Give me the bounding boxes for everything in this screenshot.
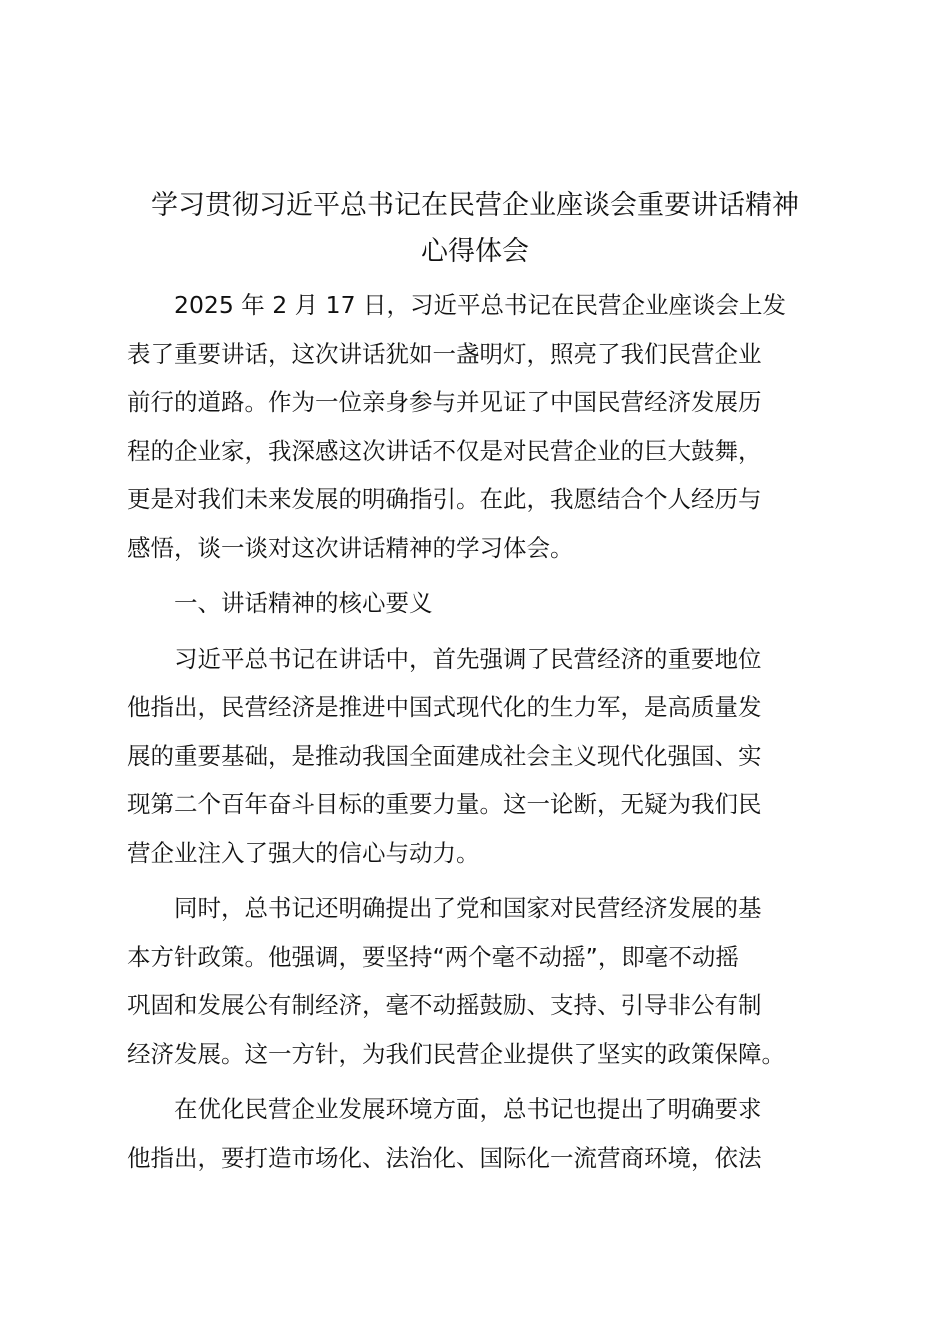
text-line: 现第二个百年奋斗目标的重要力量。这一论断，无疑为我们民 <box>127 790 762 818</box>
section-heading-text: 一、讲话精神的核心要义 <box>174 589 433 617</box>
paragraph-policy <box>127 886 831 1080</box>
text-line: 习近平总书记在讲话中，首先强调了民营经济的重要地位 <box>174 644 762 673</box>
text-line: 本方针政策。他强调，要坚持“两个毫不动摇”，即毫不动摇 <box>127 942 739 971</box>
text-line: 感悟，谈一谈对这次讲话精神的学习体会。 <box>127 533 574 562</box>
text-line: 巩固和发展公有制经济，毫不动摇鼓励、支持、引导非公有制 <box>127 991 762 1019</box>
text-line: 营企业注入了强大的信心与动力。 <box>127 838 480 867</box>
paragraph-environment <box>127 1087 831 1184</box>
text-line: 展的重要基础，是推动我国全面建成社会主义现代化强国、实 <box>127 741 762 770</box>
title-line-1: 学习贯彻习近平总书记在民营企业座谈会重要讲话精神 <box>151 190 799 221</box>
text-line: 程的企业家，我深感这次讲话不仅是对民营企业的巨大鼓舞， <box>127 436 762 465</box>
title-line-2: 心得体会 <box>421 236 529 267</box>
text-line: 他指出，民营经济是推进中国式现代化的生力军，是高质量发 <box>127 693 762 721</box>
paragraph-intro <box>127 283 831 574</box>
text-line: 更是对我们未来发展的明确指引。在此，我愿结合个人经历与 <box>127 485 762 513</box>
section-heading <box>127 581 831 630</box>
text-line: 经济发展。这一方针，为我们民营企业提供了坚实的政策保障。 <box>127 1039 785 1068</box>
text-line: 表了重要讲话，这次讲话犹如一盏明灯，照亮了我们民营企业 <box>127 339 762 368</box>
paragraph-status <box>127 637 831 880</box>
text-line: 2025 年 2 月 17 日，习近平总书记在民营企业座谈会上发 <box>174 291 787 319</box>
text-line: 在优化民营企业发展环境方面，总书记也提出了明确要求 <box>174 1095 762 1123</box>
text-line: 前行的道路。作为一位亲身参与并见证了中国民营经济发展历 <box>127 388 762 416</box>
text-line: 他指出，要打造市场化、法治化、国际化一流营商环境，依法 <box>127 1143 762 1172</box>
text-line: 同时，总书记还明确提出了党和国家对民营经济发展的基 <box>174 894 762 922</box>
document-title <box>120 183 830 275</box>
document-body <box>127 283 831 1191</box>
